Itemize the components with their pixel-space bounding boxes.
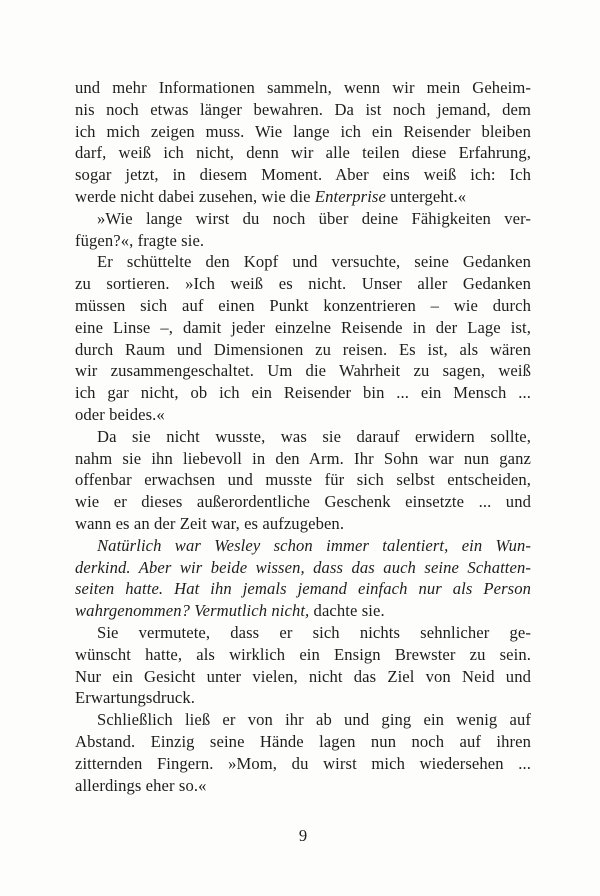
text-run: eine Linse –, damit jeder einzelne Reisende in der Lage ist, (75, 317, 531, 337)
text-run: und mehr Informationen sammeln, wenn wir mein Geheim- (75, 78, 531, 97)
text-run: Natürlich war Wesley schon immer talentiert, ein Wun- (97, 535, 531, 555)
text-line (75, 622, 531, 644)
text-run: derkind. Aber wir beide wissen, dass das auch seine Schatten- (75, 557, 531, 577)
paragraph (75, 77, 531, 208)
text-run: zitternden Fingern. »Mom, du wirst mich wiedersehen ... (75, 753, 531, 773)
text-run: seiten hatte. Hat ihn jemals jemand einfach nur als Person (75, 579, 531, 599)
text-run: wann es an der Zeit war, es aufzugeben. (75, 513, 345, 533)
text-line (75, 557, 531, 579)
text-line (75, 513, 531, 535)
paragraph (75, 208, 531, 252)
text-run: Erwartungsdruck. (75, 688, 196, 708)
text-line (75, 491, 531, 513)
text-line (75, 600, 531, 622)
text-line (75, 121, 531, 143)
text-run: zu sortieren. »Ich weiß es nicht. Unser aller Gedanken (75, 274, 531, 294)
text-block (75, 77, 531, 796)
text-run: müssen sich auf einen Punkt konzentrieren – wie durch (75, 295, 531, 315)
text-line (75, 753, 531, 775)
text-line (75, 164, 531, 186)
text-run: »Wie lange wirst du noch über deine Fähigkeiten ver- (97, 208, 531, 228)
text-line (75, 142, 531, 164)
paragraph (75, 622, 531, 709)
text-line (75, 709, 531, 731)
text-run: wahrgenommen? Vermutlich nicht, (75, 601, 310, 621)
text-run: untergeht.« (385, 186, 467, 206)
text-line (75, 382, 531, 404)
text-line (75, 687, 531, 709)
text-run: werde nicht dabei zusehen, wie die (75, 186, 315, 206)
text-line (75, 339, 531, 361)
text-run: allerdings eher so.« (75, 775, 207, 795)
page-number: 9 (298, 826, 308, 846)
text-line (75, 99, 531, 121)
text-run: ich mich zeigen muss. Wie lange ich ein Reisender bleiben (75, 121, 531, 141)
text-line (75, 535, 531, 557)
text-run: nis noch etwas länger bewahren. Da ist noch jemand, dem (75, 99, 531, 119)
text-run: durch Raum und Dimensionen zu reisen. Es ist, als wären (75, 339, 531, 359)
text-run: nahm sie ihn liebevoll in den Arm. Ihr Sohn war nun ganz (75, 448, 531, 468)
text-run: wir zusammengeschaltet. Um die Wahrheit zu sagen, weiß (75, 361, 531, 381)
text-run: darf, weiß ich nicht, denn wir alle teilen diese Erfahrung, (75, 143, 531, 163)
text-run: Nur ein Gesicht unter vielen, nicht das Ziel von Neid und (75, 666, 531, 686)
text-line (75, 317, 531, 339)
text-line (75, 273, 531, 295)
text-run: wie er dieses außerordentliche Geschenk einsetzte ... und (75, 492, 531, 512)
paragraph (75, 251, 531, 425)
text-line (75, 731, 531, 753)
text-line (75, 186, 531, 208)
text-run: Abstand. Einzig seine Hände lagen nun noch auf ihren (75, 731, 531, 751)
text-line (75, 251, 531, 273)
text-line (75, 426, 531, 448)
text-line (75, 775, 531, 797)
text-run: Da sie nicht wusste, was sie darauf erwidern sollte, (97, 426, 531, 446)
text-run: sogar jetzt, in diesem Moment. Aber eins weiß ich: Ich (75, 165, 531, 185)
text-line (75, 469, 531, 491)
text-line (75, 448, 531, 470)
paragraph (75, 709, 531, 796)
text-run: Sie vermutete, dass er sich nichts sehnlicher ge- (97, 622, 531, 642)
text-line (75, 360, 531, 382)
text-line (75, 230, 531, 252)
text-line (75, 644, 531, 666)
text-line (75, 295, 531, 317)
text-run: Schließlich ließ er von ihr ab und ging ein wenig auf (97, 710, 531, 730)
text-run: Enterprise (314, 186, 386, 206)
text-run: ich gar nicht, ob ich ein Reisender bin ... ein Mensch ... (75, 383, 531, 403)
text-line (75, 404, 531, 426)
text-run: oder beides.« (75, 404, 165, 424)
paragraph (75, 535, 531, 622)
text-line (75, 208, 531, 230)
text-run: fügen?«, fragte sie. (75, 230, 205, 250)
text-run: Er schüttelte den Kopf und versuchte, seine Gedanken (97, 252, 531, 272)
text-run: dachte sie. (309, 601, 385, 621)
text-run: offenbar erwachsen und musste für sich selbst entscheiden, (75, 470, 531, 490)
text-line (75, 578, 531, 600)
paragraph (75, 426, 531, 535)
text-run: wünscht hatte, als wirklich ein Ensign Brewster zu sein. (75, 644, 531, 664)
text-line (75, 666, 531, 688)
text-line (75, 77, 531, 99)
